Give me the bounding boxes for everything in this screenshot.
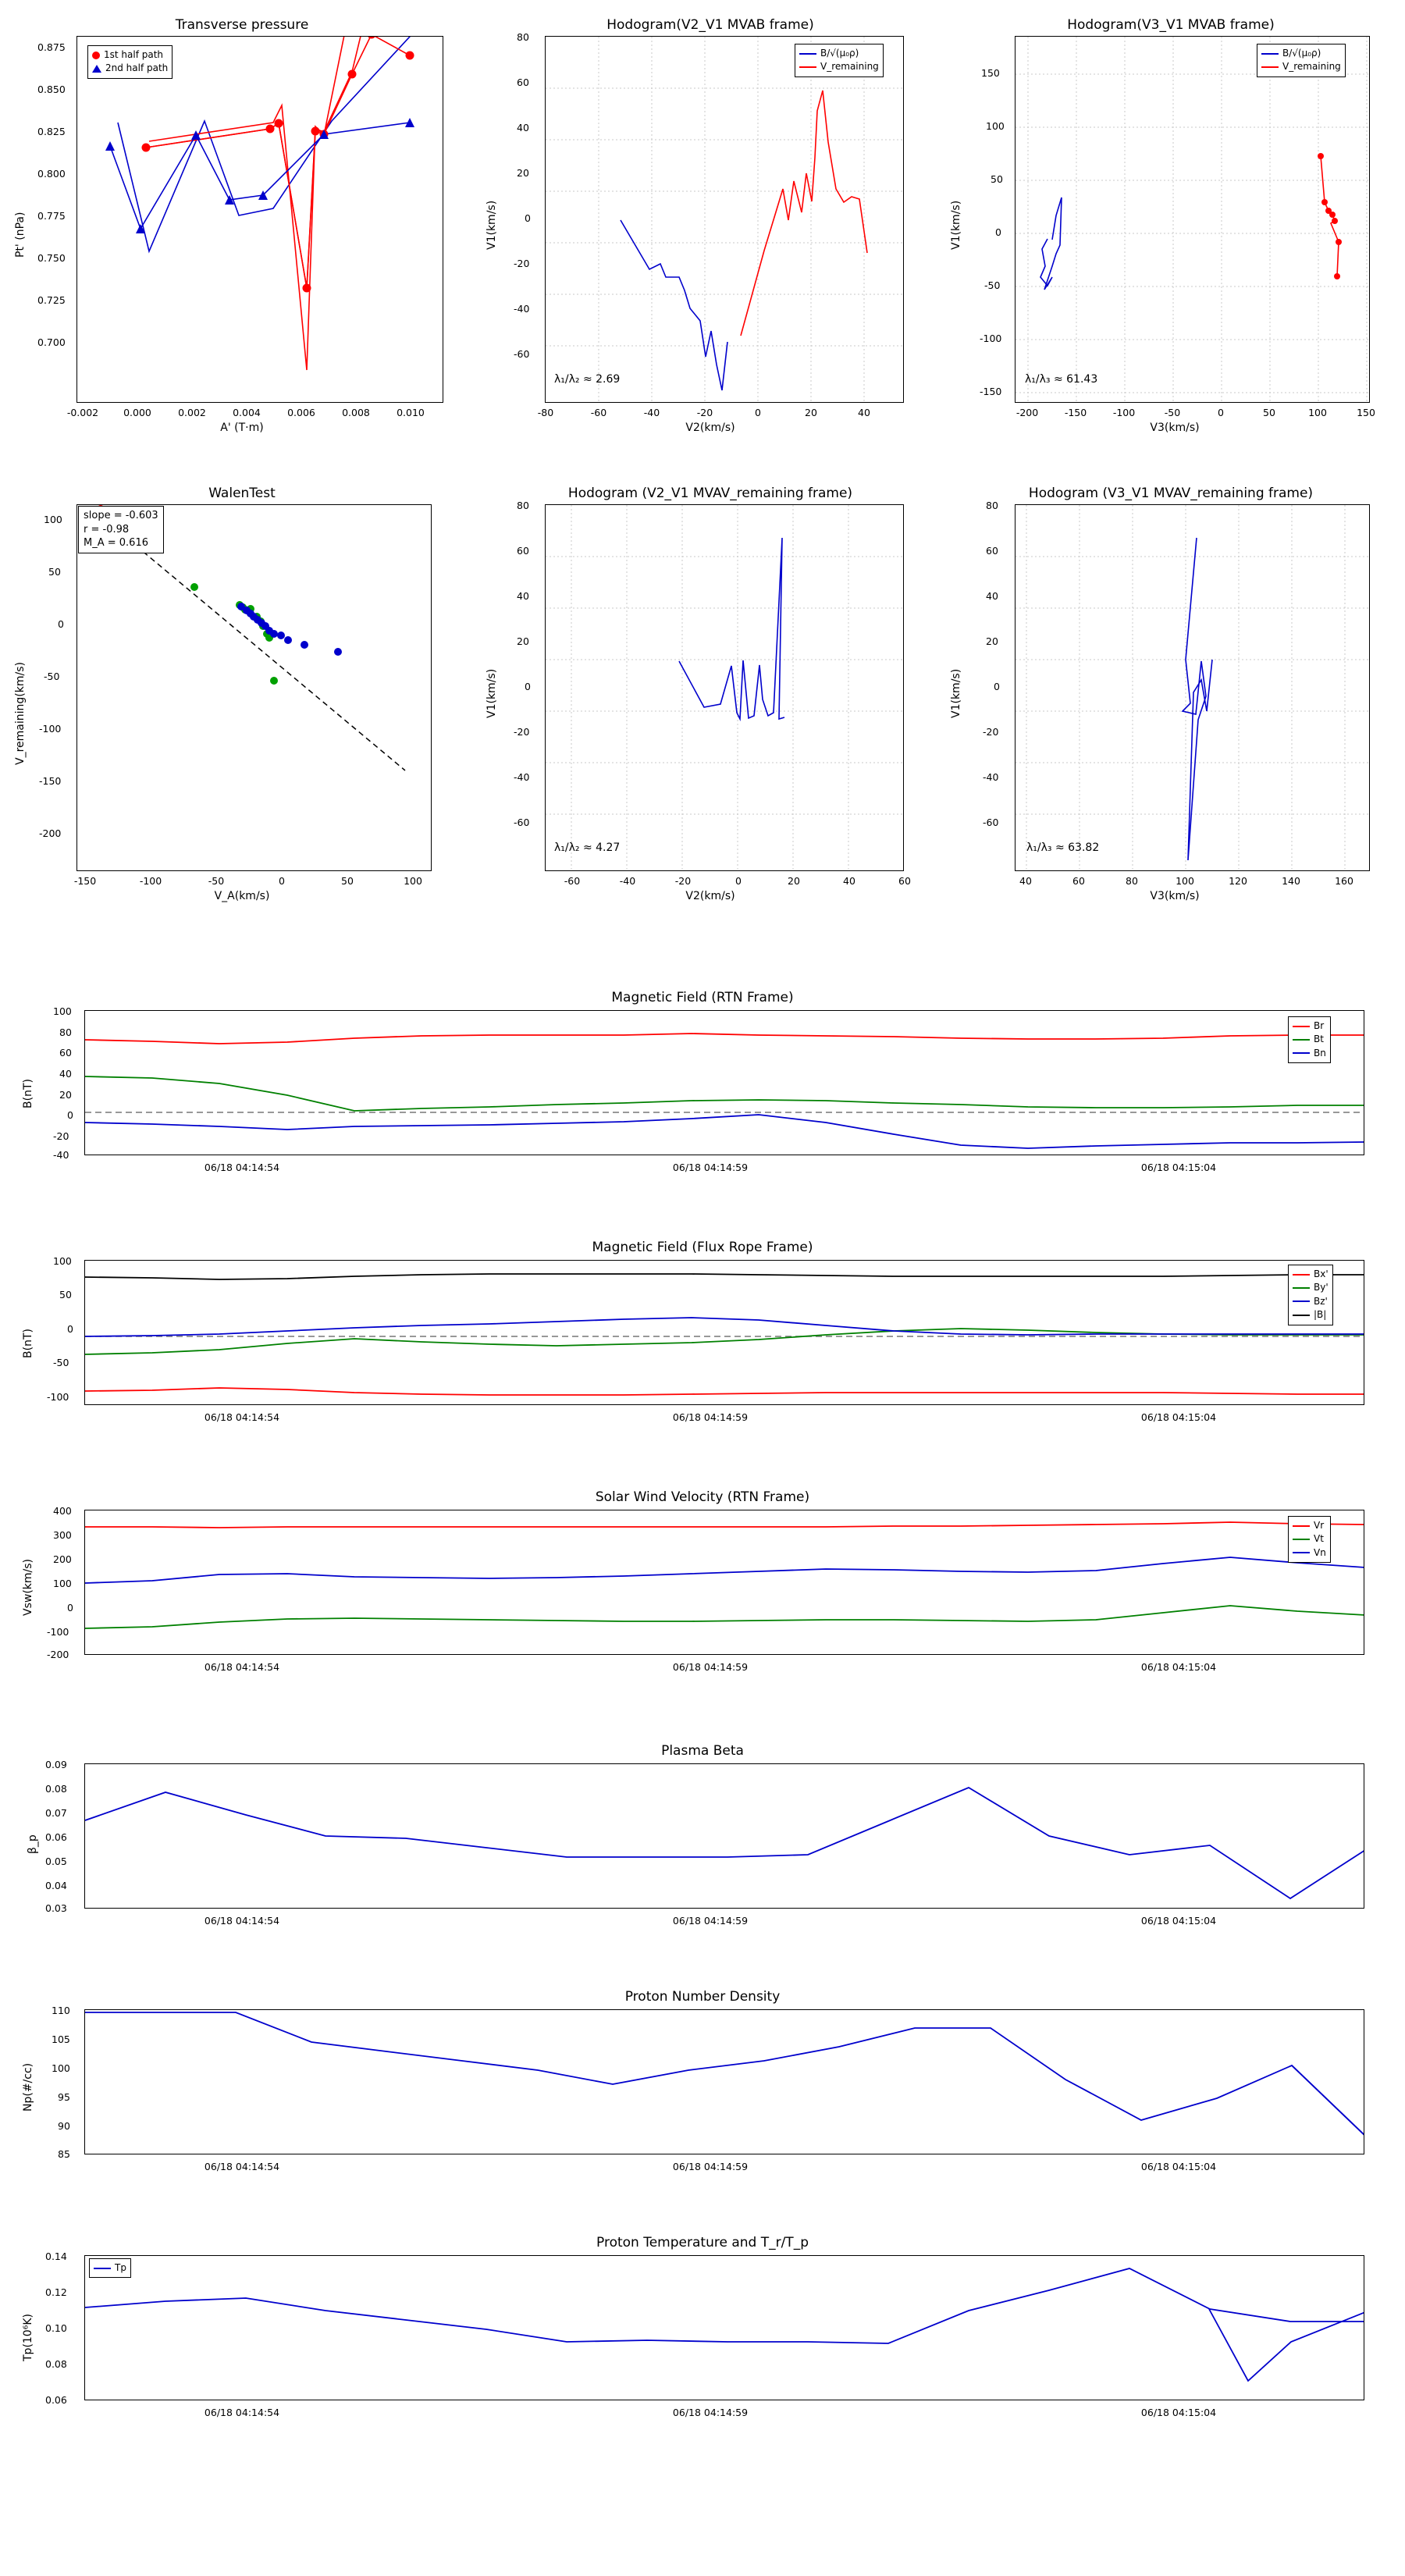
y-tick: -40 <box>53 1149 69 1161</box>
x-tick: 06/18 04:15:04 <box>1140 1162 1217 1173</box>
line-swatch-icon <box>1293 1026 1310 1027</box>
y-tick: 90 <box>58 2120 70 2132</box>
legend-item <box>94 2261 126 2275</box>
legend-label: By' <box>1314 1282 1329 1293</box>
hodogram-v2v1-mvab-svg <box>546 37 904 403</box>
y-tick: 0.12 <box>45 2286 67 2298</box>
panel-proton-temperature <box>0 2221 1405 2447</box>
y-tick: -150 <box>980 386 1002 397</box>
legend-item <box>1293 1268 1329 1281</box>
legend-label: Bt <box>1314 1034 1324 1045</box>
plot-area <box>84 1510 1364 1655</box>
legend-label: V_remaining <box>1282 61 1341 73</box>
plot-area <box>84 1010 1364 1155</box>
plot-area <box>545 36 904 403</box>
y-tick: -60 <box>514 817 530 828</box>
y-tick: 400 <box>53 1505 72 1517</box>
line-swatch-icon <box>1293 1552 1310 1553</box>
y-tick: 100 <box>53 1005 72 1017</box>
fit-correlation: r = -0.98 <box>84 523 130 535</box>
legend-item <box>1293 1033 1326 1046</box>
y-tick: -50 <box>984 279 1001 291</box>
y-tick: 0.06 <box>45 1831 67 1843</box>
x-tick: 100 <box>1176 875 1194 887</box>
x-tick: 0 <box>755 407 761 418</box>
x-tick: 20 <box>805 407 817 418</box>
y-tick: 0 <box>525 212 531 224</box>
panel-title: Proton Temperature and T_r/T_p <box>596 2235 809 2250</box>
y-tick: 0.05 <box>45 1856 67 1867</box>
y-tick: -20 <box>983 726 999 738</box>
y-tick: 0.800 <box>37 168 66 180</box>
panel-hodogram-v2v1-mvav <box>468 468 944 906</box>
y-axis-label: B(nT) <box>22 1329 34 1358</box>
panel-title: Hodogram(V3_V1 MVAB frame) <box>1067 17 1275 33</box>
y-axis-label: V1(km/s) <box>950 200 962 250</box>
y-axis-label: V1(km/s) <box>486 668 498 718</box>
panel-title: Hodogram(V2_V1 MVAB frame) <box>606 17 814 33</box>
panel-title: WalenTest <box>208 486 276 501</box>
y-tick: 300 <box>53 1529 72 1541</box>
x-tick: 0.008 <box>342 407 370 418</box>
x-tick: -80 <box>537 407 554 418</box>
y-tick: 0.850 <box>37 84 66 95</box>
plasma-beta-svg <box>85 1764 1364 1909</box>
x-tick: -50 <box>1164 407 1181 418</box>
y-tick: -20 <box>514 258 530 269</box>
y-tick: 80 <box>986 500 998 511</box>
legend-item <box>1293 1295 1329 1308</box>
y-tick: 80 <box>59 1026 72 1038</box>
y-tick: 110 <box>52 2005 70 2016</box>
legend <box>1288 1265 1333 1325</box>
plot-area <box>84 1763 1364 1909</box>
eigenvalue-ratio-annotation: λ₁/λ₃ ≈ 61.43 <box>1025 373 1098 386</box>
x-tick: 40 <box>858 407 870 418</box>
x-tick: -60 <box>590 407 607 418</box>
y-tick: 0.10 <box>45 2322 67 2334</box>
y-tick: 0 <box>67 1109 73 1121</box>
legend-item <box>1293 1519 1326 1532</box>
y-tick: -100 <box>980 333 1002 344</box>
legend-label: Bz' <box>1314 1295 1328 1307</box>
legend-item <box>1293 1532 1326 1546</box>
y-tick: 0 <box>67 1323 73 1335</box>
legend-label: V_remaining <box>820 61 879 73</box>
x-tick: -40 <box>619 875 636 887</box>
line-swatch-icon <box>1293 1315 1310 1316</box>
y-axis-label: Np(#/cc) <box>22 2062 34 2112</box>
x-tick: -100 <box>1112 407 1136 418</box>
y-tick: 50 <box>59 1289 72 1300</box>
x-tick: 06/18 04:14:54 <box>204 1661 280 1673</box>
y-tick: 100 <box>53 1578 72 1589</box>
y-tick: 60 <box>517 76 529 88</box>
x-tick: 100 <box>404 875 422 887</box>
legend-item <box>799 60 879 73</box>
x-tick: 06/18 04:14:54 <box>204 1411 280 1423</box>
legend-item <box>1293 1019 1326 1033</box>
y-tick: 0.725 <box>37 294 66 306</box>
y-tick: 40 <box>59 1068 72 1080</box>
x-tick: 0.004 <box>233 407 261 418</box>
panel-hodogram-v3v1-mvav <box>933 468 1405 906</box>
x-tick: 80 <box>1126 875 1138 887</box>
fit-info-box <box>78 506 164 553</box>
y-tick: -200 <box>47 1649 69 1660</box>
x-tick: 50 <box>1263 407 1275 418</box>
panel-proton-number-density <box>0 1975 1405 2190</box>
y-tick: 50 <box>48 566 61 578</box>
legend-label: B/√(μ₀ρ) <box>820 48 859 59</box>
legend-label: |B| <box>1314 1309 1327 1321</box>
y-axis-label: V1(km/s) <box>950 668 962 718</box>
x-tick: -20 <box>696 407 713 418</box>
x-tick: 06/18 04:14:59 <box>672 2161 749 2172</box>
plot-area <box>1015 504 1370 871</box>
x-tick: -150 <box>73 875 97 887</box>
y-tick: 0.08 <box>45 2358 67 2370</box>
legend-label: 2nd half path <box>105 62 169 74</box>
x-tick: 06/18 04:15:04 <box>1140 1661 1217 1673</box>
y-tick: -100 <box>39 723 62 735</box>
y-tick: 0.09 <box>45 1759 67 1770</box>
y-tick: 20 <box>986 635 998 647</box>
y-tick: -60 <box>514 348 530 360</box>
panel-title: Magnetic Field (RTN Frame) <box>611 990 794 1005</box>
x-tick: 06/18 04:15:04 <box>1140 1411 1217 1423</box>
walen-test-svg <box>77 505 432 871</box>
x-tick: 0 <box>279 875 285 887</box>
proton-temperature-svg <box>85 2256 1364 2400</box>
y-tick: 0.700 <box>37 336 66 348</box>
plot-area <box>545 504 904 871</box>
x-tick: 0.002 <box>178 407 206 418</box>
x-tick: 50 <box>341 875 354 887</box>
y-tick: 0.06 <box>45 2394 67 2406</box>
y-tick: 150 <box>981 67 1000 79</box>
x-tick: 40 <box>1019 875 1032 887</box>
y-tick: -50 <box>44 671 60 682</box>
line-swatch-icon <box>799 66 816 68</box>
x-tick: 40 <box>843 875 855 887</box>
x-tick: 0 <box>1218 407 1224 418</box>
legend-item <box>799 47 879 60</box>
panel-title: Hodogram (V2_V1 MVAV_remaining frame) <box>567 486 853 501</box>
y-tick: -50 <box>53 1357 69 1368</box>
panel-title: Plasma Beta <box>661 1743 744 1759</box>
legend <box>1288 1516 1331 1563</box>
y-tick: -60 <box>983 817 999 828</box>
y-tick: 100 <box>986 120 1005 132</box>
x-axis-label: V3(km/s) <box>1150 890 1200 902</box>
y-tick: 0 <box>525 681 531 692</box>
fit-mach-number: M_A = 0.616 <box>84 537 148 550</box>
x-tick: 06/18 04:14:54 <box>204 1915 280 1927</box>
x-tick: 150 <box>1357 407 1375 418</box>
legend-label: Bx' <box>1314 1268 1329 1279</box>
panel-title: Hodogram (V3_V1 MVAV_remaining frame) <box>1028 486 1314 501</box>
eigenvalue-ratio-annotation: λ₁/λ₃ ≈ 63.82 <box>1026 841 1100 854</box>
line-swatch-icon <box>1293 1300 1310 1302</box>
line-swatch-icon <box>799 53 816 55</box>
panel-hodogram-v2v1-mvab <box>468 0 944 437</box>
y-tick: 0.14 <box>45 2250 67 2262</box>
x-tick: 06/18 04:14:59 <box>672 1162 749 1173</box>
x-tick: -200 <box>1016 407 1039 418</box>
y-tick: 60 <box>59 1047 72 1059</box>
x-tick: 06/18 04:14:59 <box>672 2407 749 2418</box>
panel-walen-test <box>0 468 476 906</box>
line-swatch-icon <box>1293 1039 1310 1041</box>
transverse-pressure-points <box>77 37 443 403</box>
legend-item <box>1293 1546 1326 1560</box>
plot-area <box>1015 36 1370 403</box>
x-tick: -0.002 <box>66 407 99 418</box>
legend-item <box>1293 1281 1329 1294</box>
y-axis-label: B(nT) <box>22 1079 34 1108</box>
y-tick: 80 <box>517 500 529 511</box>
panel-magnetic-field-rtn <box>0 976 1405 1194</box>
y-tick: -40 <box>514 303 530 315</box>
y-tick: 100 <box>52 2062 70 2074</box>
line-swatch-icon <box>1261 53 1279 55</box>
x-tick: 06/18 04:14:59 <box>672 1411 749 1423</box>
x-tick: 06/18 04:14:54 <box>204 2407 280 2418</box>
x-tick: 06/18 04:14:59 <box>672 1661 749 1673</box>
panel-hodogram-v3v1-mvab <box>933 0 1405 437</box>
panel-title: Solar Wind Velocity (RTN Frame) <box>595 1489 810 1505</box>
y-tick: 0 <box>67 1602 73 1614</box>
y-tick: 0.775 <box>37 210 66 222</box>
hodogram-v3v1-mvav-svg <box>1016 505 1370 871</box>
line-swatch-icon <box>1293 1052 1310 1054</box>
x-tick: -100 <box>139 875 162 887</box>
legend <box>1288 1016 1331 1063</box>
plot-area <box>76 504 432 871</box>
y-tick: -20 <box>514 726 530 738</box>
y-tick: 0.825 <box>37 126 66 137</box>
y-axis-label: V1(km/s) <box>486 200 498 250</box>
y-tick: 85 <box>58 2148 70 2160</box>
y-tick: -100 <box>47 1391 69 1403</box>
y-axis-label: Pt' (nPa) <box>14 212 27 258</box>
y-tick: 40 <box>517 122 529 133</box>
y-tick: 95 <box>58 2091 70 2103</box>
y-tick: 0.07 <box>45 1807 67 1819</box>
magnetic-field-rtn-svg <box>85 1011 1364 1155</box>
legend-label: Tp <box>115 2262 126 2273</box>
x-tick: 20 <box>788 875 800 887</box>
x-tick: 60 <box>1072 875 1085 887</box>
legend-item <box>1261 60 1341 73</box>
line-swatch-icon <box>1293 1539 1310 1540</box>
x-tick: 06/18 04:15:04 <box>1140 2407 1217 2418</box>
x-tick: 06/18 04:15:04 <box>1140 2161 1217 2172</box>
panel-title: Magnetic Field (Flux Rope Frame) <box>592 1240 813 1255</box>
x-tick: 06/18 04:14:59 <box>672 1915 749 1927</box>
x-axis-label: A' (T·m) <box>220 422 264 434</box>
x-tick: 0.000 <box>123 407 151 418</box>
legend-label: Br <box>1314 1020 1325 1031</box>
y-tick: 0.04 <box>45 1880 67 1891</box>
x-tick: -40 <box>643 407 660 418</box>
y-tick: -200 <box>39 827 62 839</box>
legend-label: Vr <box>1314 1520 1325 1531</box>
y-tick: -150 <box>39 775 62 787</box>
y-tick: 40 <box>986 590 998 602</box>
y-tick: 105 <box>52 2033 70 2045</box>
x-tick: 06/18 04:14:54 <box>204 1162 280 1173</box>
y-tick: 60 <box>986 545 998 557</box>
x-tick: -50 <box>208 875 225 887</box>
y-axis-label: V_remaining(km/s) <box>14 662 27 765</box>
x-tick: 0.006 <box>287 407 315 418</box>
y-tick: 40 <box>517 590 529 602</box>
x-tick: -150 <box>1064 407 1087 418</box>
x-tick: 0.010 <box>397 407 425 418</box>
fit-slope: slope = -0.603 <box>84 510 158 521</box>
y-tick: -40 <box>983 771 999 783</box>
panel-plasma-beta <box>0 1729 1405 1944</box>
y-tick: 200 <box>53 1553 72 1565</box>
panel-magnetic-field-flux-rope <box>0 1226 1405 1444</box>
y-tick: 0.750 <box>37 252 66 264</box>
legend-label: Vt <box>1314 1533 1324 1545</box>
plot-area <box>84 2009 1364 2154</box>
y-tick: 100 <box>44 514 62 525</box>
line-swatch-icon <box>94 2268 111 2269</box>
x-tick: 100 <box>1308 407 1327 418</box>
x-axis-label: V2(km/s) <box>685 890 735 902</box>
y-tick: 20 <box>517 167 529 179</box>
y-tick: 20 <box>59 1089 72 1101</box>
y-axis-label: Tp(10⁶K) <box>22 2314 34 2361</box>
legend-label: Bn <box>1314 1047 1326 1059</box>
y-tick: 20 <box>517 635 529 647</box>
panel-solar-wind-velocity-rtn <box>0 1475 1405 1694</box>
x-tick: 60 <box>898 875 911 887</box>
legend-item <box>1293 1047 1326 1060</box>
x-tick: -60 <box>564 875 581 887</box>
line-swatch-icon <box>1261 66 1279 68</box>
y-tick: 0 <box>994 681 1000 692</box>
y-tick: 0.875 <box>37 41 66 53</box>
y-tick: -100 <box>47 1626 69 1638</box>
eigenvalue-ratio-annotation: λ₁/λ₂ ≈ 4.27 <box>554 841 621 854</box>
y-axis-label: β_p <box>27 1834 39 1854</box>
plot-area <box>84 1260 1364 1405</box>
legend-label: 1st half path <box>104 49 164 60</box>
legend <box>795 44 884 77</box>
y-tick: 100 <box>53 1255 72 1267</box>
line-swatch-icon <box>1293 1274 1310 1276</box>
legend-label: B/√(μ₀ρ) <box>1282 48 1321 59</box>
panel-transverse-pressure <box>0 0 476 437</box>
x-tick: 06/18 04:14:54 <box>204 2161 280 2172</box>
line-swatch-icon <box>1293 1287 1310 1289</box>
y-tick: 50 <box>991 173 1003 185</box>
legend <box>1257 44 1346 77</box>
eigenvalue-ratio-annotation: λ₁/λ₂ ≈ 2.69 <box>554 373 621 386</box>
y-tick: -40 <box>514 771 530 783</box>
legend-item <box>1261 47 1341 60</box>
x-tick: 0 <box>735 875 742 887</box>
panel-title: Proton Number Density <box>624 1989 781 2005</box>
plot-area <box>76 36 443 403</box>
x-axis-label: V2(km/s) <box>685 422 735 434</box>
solar-wind-velocity-svg <box>85 1510 1364 1655</box>
line-swatch-icon <box>1293 1525 1310 1527</box>
y-tick: 80 <box>517 31 529 43</box>
x-tick: 120 <box>1229 875 1247 887</box>
y-tick: 0.08 <box>45 1783 67 1795</box>
legend-item <box>1293 1308 1329 1322</box>
y-axis-label: Vsw(km/s) <box>22 1558 34 1616</box>
x-axis-label: V3(km/s) <box>1150 422 1200 434</box>
y-tick: -20 <box>53 1130 69 1142</box>
y-tick: 0 <box>995 226 1001 238</box>
plot-area <box>84 2255 1364 2400</box>
x-tick: 160 <box>1335 875 1353 887</box>
x-axis-label: V_A(km/s) <box>214 890 270 902</box>
x-tick: 140 <box>1282 875 1300 887</box>
hodogram-v2v1-mvav-svg <box>546 505 904 871</box>
magnetic-field-flux-rope-svg <box>85 1261 1364 1405</box>
y-tick: 0 <box>58 618 64 630</box>
legend <box>89 2258 131 2278</box>
y-tick: 0.03 <box>45 1902 67 1914</box>
x-tick: -20 <box>674 875 692 887</box>
y-tick: 60 <box>517 545 529 557</box>
legend-label: Vn <box>1314 1546 1326 1558</box>
x-tick: 06/18 04:15:04 <box>1140 1915 1217 1927</box>
hodogram-v3v1-mvab-svg <box>1016 37 1370 403</box>
panel-title: Transverse pressure <box>175 17 309 33</box>
proton-number-density-svg <box>85 2010 1364 2154</box>
